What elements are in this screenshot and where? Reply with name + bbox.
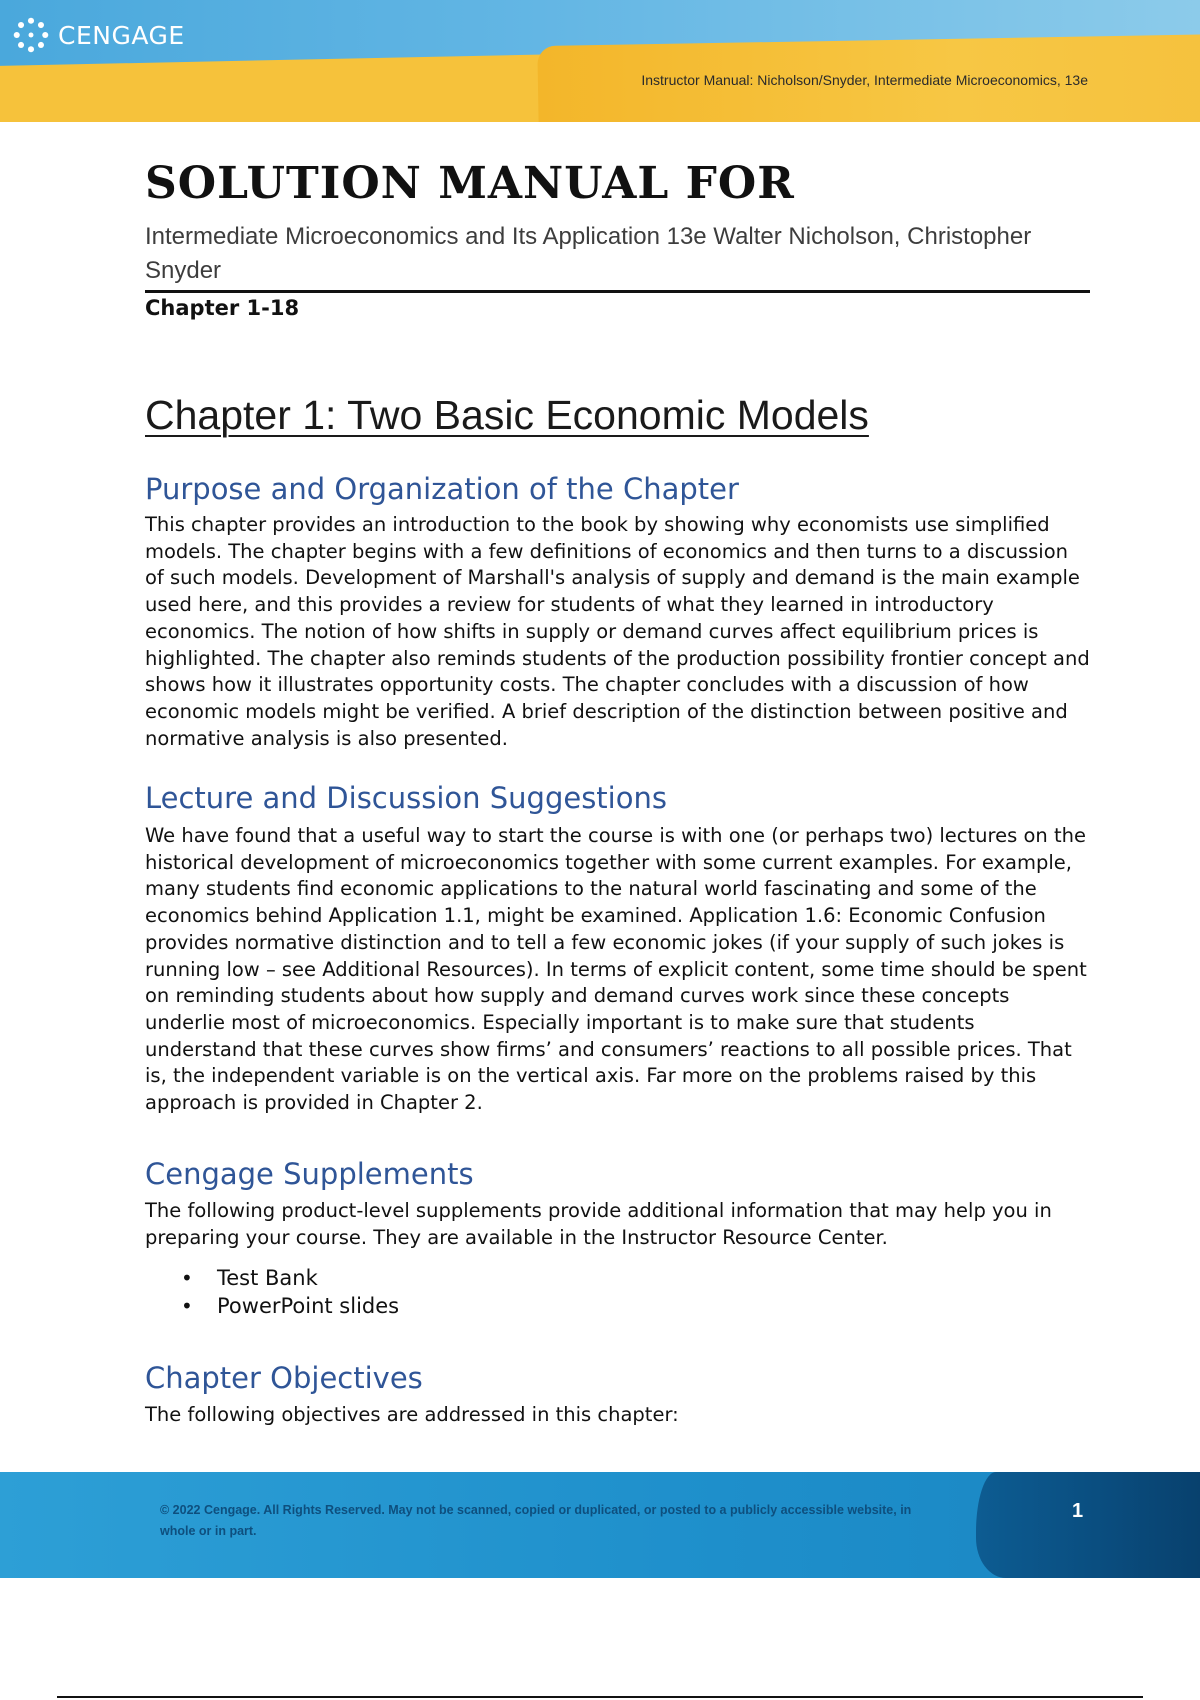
- chapter-range: Chapter 1-18: [145, 296, 300, 320]
- document-subtitle: Intermediate Microeconomics and Its Application 13e Walter Nicholson, Christopher Snyder: [145, 223, 1032, 284]
- logo-text: CENGAGE: [58, 20, 185, 50]
- page-footer: [0, 1472, 1200, 1578]
- page-number: 1: [1072, 1500, 1084, 1522]
- section-body-purpose: This chapter provides an introduction to the book by showing why economists use simplified models. The chapter begins with a few definitions of economics and then turns to a discussion of such models. Development of Marshall's analysis of supply and demand is the main example used here, and this provides a review for students of what they learned in introductory economics. The notion of how shifts in supply or demand curves affect equilibrium prices is highlighted. The chapter also reminds students of the production possibility frontier concept and shows how it illustrates opportunity costs. The chapter concludes with a discussion of how economic models might be verified. A brief description of the distinction between positive and normative analysis is also presented.: [145, 513, 1090, 750]
- section-heading-purpose: Purpose and Organization of the Chapter: [145, 472, 739, 506]
- footer-copyright: © 2022 Cengage. All Rights Reserved. May not be scanned, copied or duplicated, or posted to a publicly accessible website, in whole or in part.: [160, 1503, 912, 1538]
- section-heading-objectives: Chapter Objectives: [145, 1361, 423, 1395]
- chapter-heading: Chapter 1: Two Basic Economic Models: [145, 392, 869, 438]
- section-heading-lecture: Lecture and Discussion Suggestions: [145, 781, 667, 815]
- page-header: [0, 0, 1200, 122]
- bottom-divider: [57, 1696, 1143, 1698]
- section-heading-supplements: Cengage Supplements: [145, 1157, 474, 1191]
- section-body-lecture: We have found that a useful way to start the course is with one (or perhaps two) lectures on the historical development of microeconomics together with some current examples. For example, many students find economic applications to the natural world fascinating and some of the economics behind Application 1.1, might be examined. Application 1.6: Economic Confusion provides normative distinction and to tell a few economic jokes (if your supply of such jokes is running low – see Additional Resources). In terms of explicit content, some time should be spent on reminding students about how supply and demand curves work since these concepts underlie most of microeconomics. Especially important is to make sure that students understand that these curves show firms’ and consumers’ reactions to all possible prices. That is, the independent variable is on the vertical axis. Far more on the problems raised by this approach is provided in Chapter 2.: [145, 824, 1087, 1115]
- footer-dark-stroke: [976, 1472, 1200, 1578]
- section-body-supplements: The following product-level supplements provide additional information that may help you in preparing your course. They are available in the Instructor Resource Center.: [145, 1199, 1052, 1249]
- supplements-list: [181, 1264, 399, 1320]
- cengage-logo: [12, 16, 185, 54]
- list-item: • PowerPoint slides: [181, 1292, 399, 1320]
- document-title: SOLUTION MANUAL FOR: [145, 158, 795, 209]
- list-item: • Test Bank: [181, 1264, 399, 1292]
- title-divider: [145, 290, 1090, 293]
- section-body-objectives: The following objectives are addressed in this chapter:: [145, 1403, 679, 1426]
- cengage-logo-icon: [12, 16, 50, 54]
- header-yellow-stroke-left: [0, 54, 581, 122]
- header-reference: Instructor Manual: Nicholson/Snyder, Intermediate Microeconomics, 13e: [641, 72, 1088, 88]
